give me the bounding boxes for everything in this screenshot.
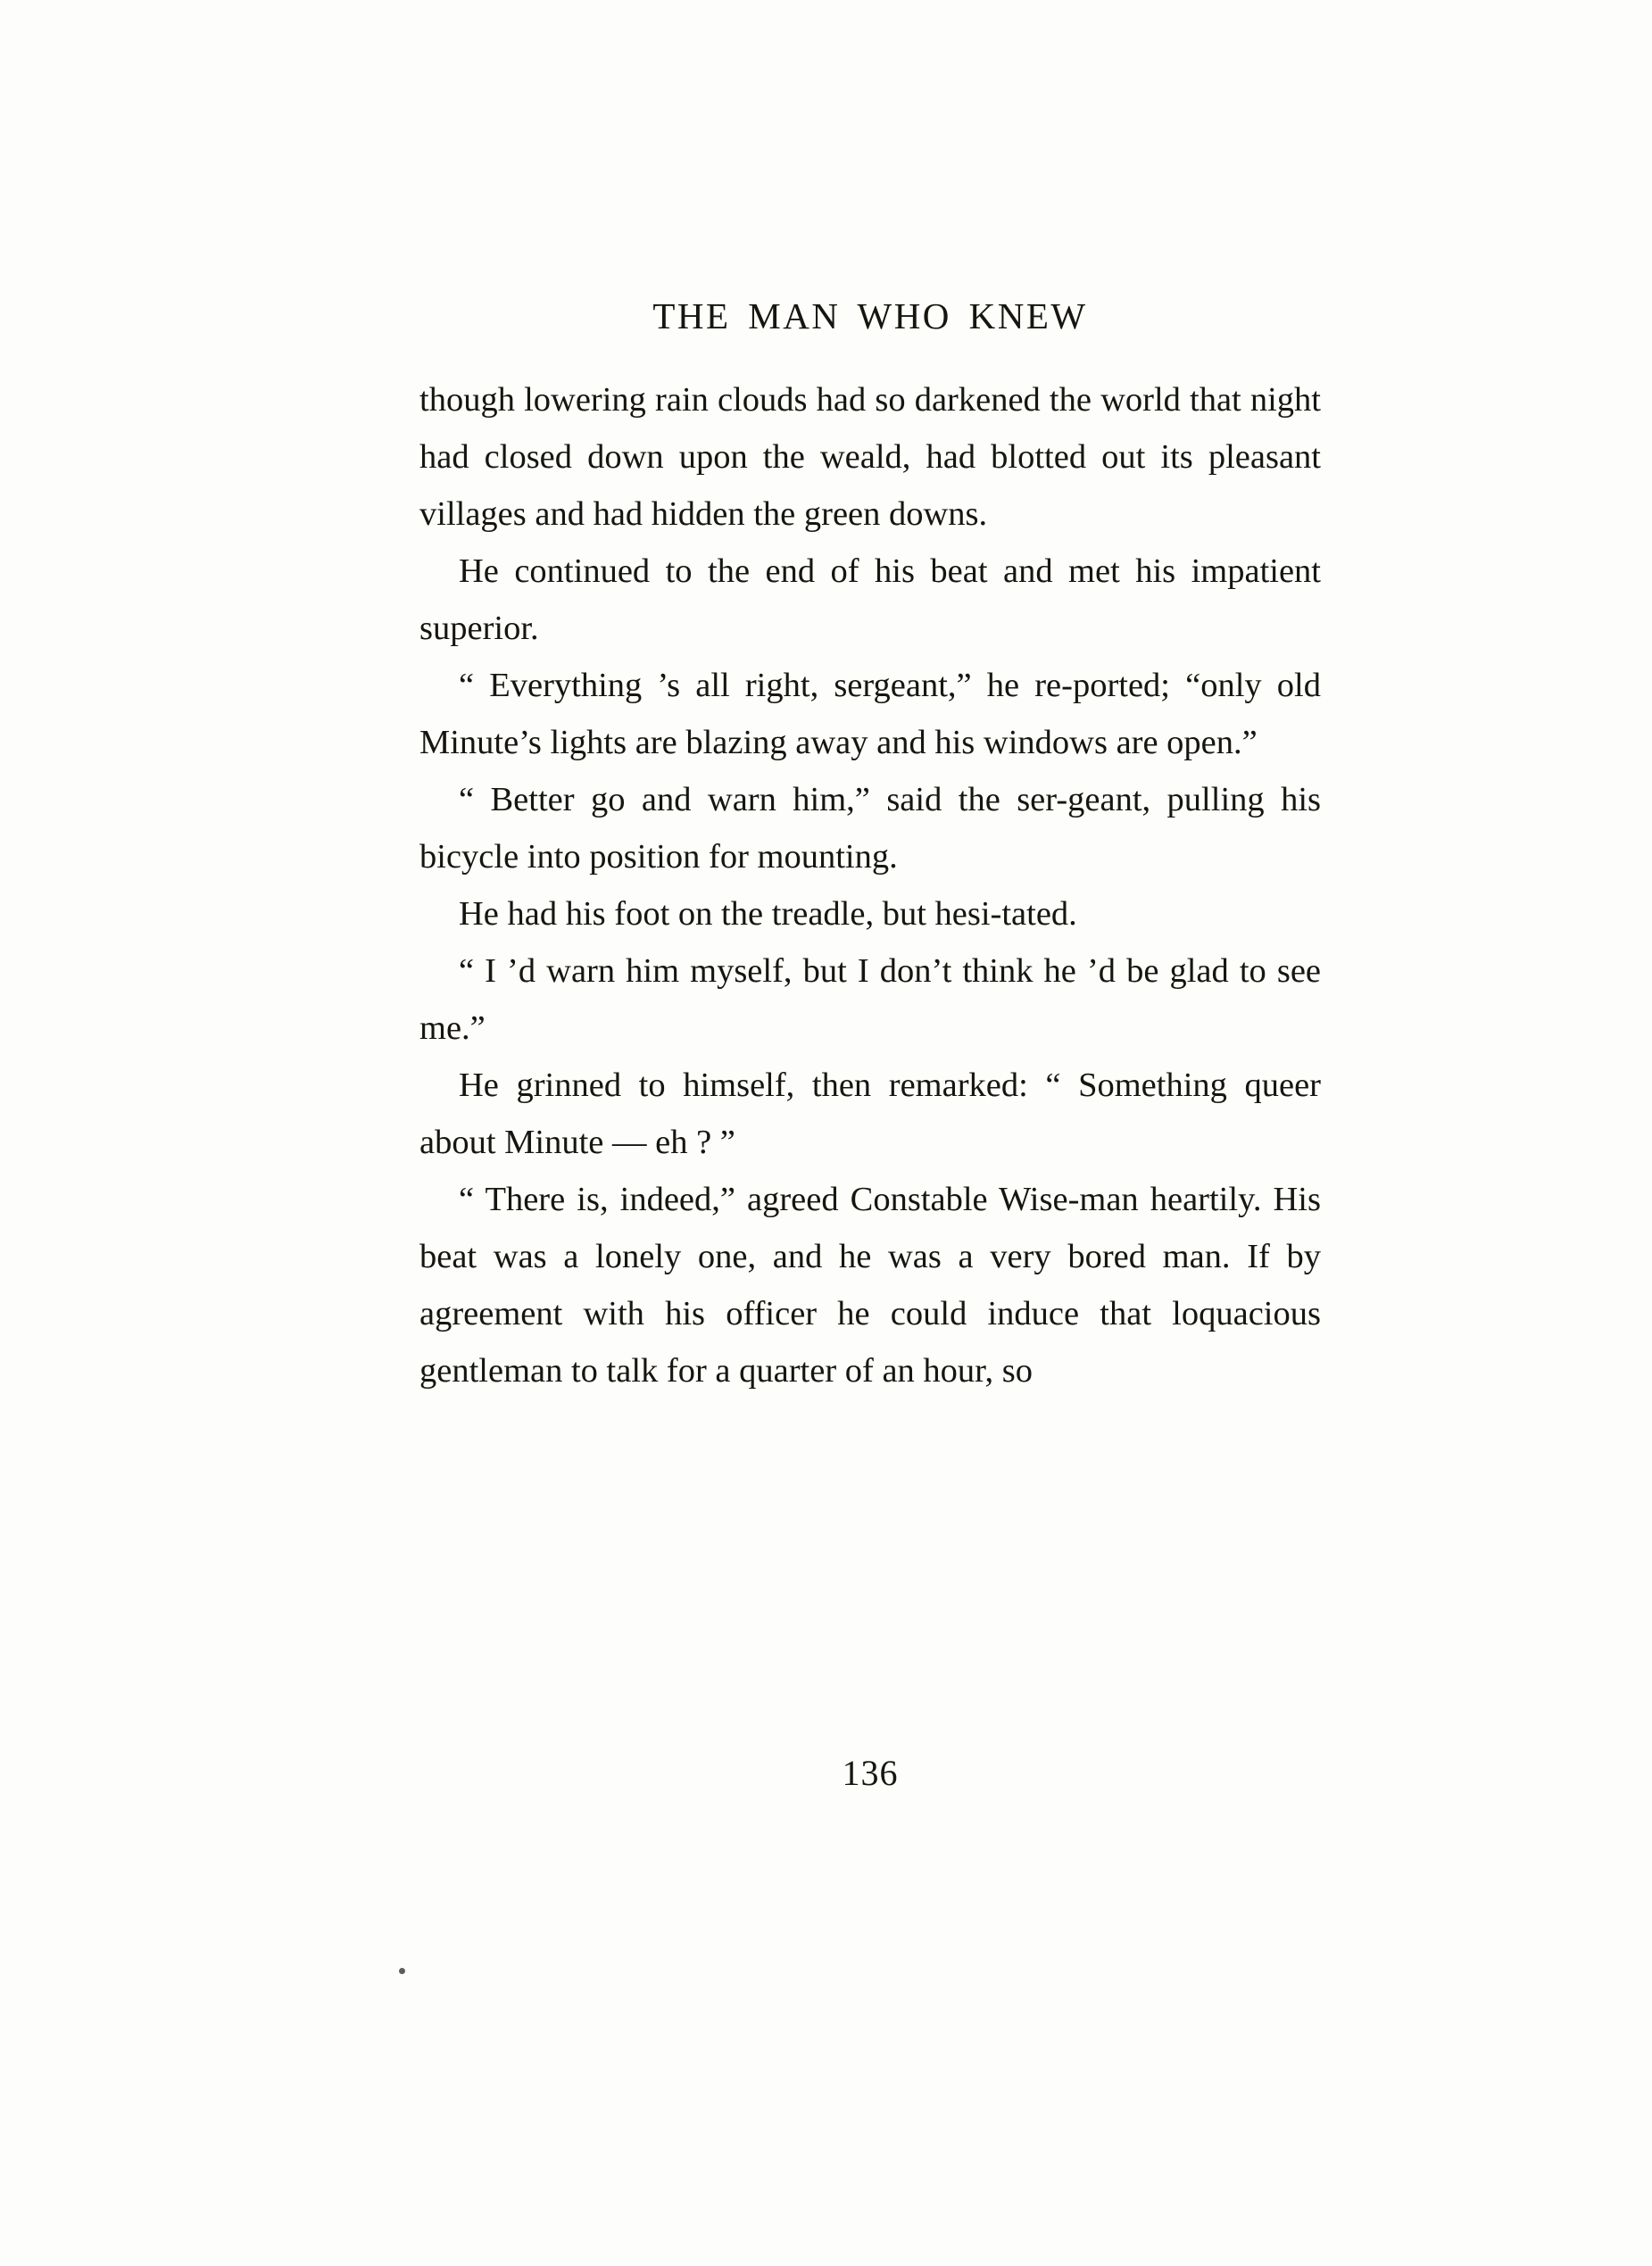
paragraph: “ Better go and warn him,” said the ser-geant, pulling his bicycle into position for mounting.: [419, 781, 1321, 876]
paragraph: “ Everything ’s all right, sergeant,” he re-ported; “only old Minute’s lights are blazing away and his windows are open.”: [419, 667, 1321, 761]
paragraph: He grinned to himself, then remarked: “ Something queer about Minute — eh ? ”: [419, 1067, 1321, 1161]
page-text-block: [419, 295, 1321, 1399]
paragraph: though lowering rain clouds had so darkened the world that night had closed down upon the weald, had blotted out its pleasant villages and had hidden the green downs.: [419, 381, 1321, 533]
paragraph: “ There is, indeed,” agreed Constable Wise-man heartily. His beat was a lonely one, and he was a very bored man. If by agreement with his officer he could induce that loquacious gentleman to talk for a quarter of an hour, so: [419, 1181, 1321, 1390]
paragraph: He continued to the end of his beat and met his impatient superior.: [419, 552, 1321, 647]
paragraph: “ I ’d warn him myself, but I don’t think he ’d be glad to see me.”: [419, 952, 1321, 1047]
page-number: 136: [842, 1753, 899, 1793]
running-head: THE MAN WHO KNEW: [652, 295, 1088, 336]
paragraph: He had his foot on the treadle, but hesi-tated.: [459, 895, 1077, 933]
ink-speck: [399, 1968, 405, 1974]
